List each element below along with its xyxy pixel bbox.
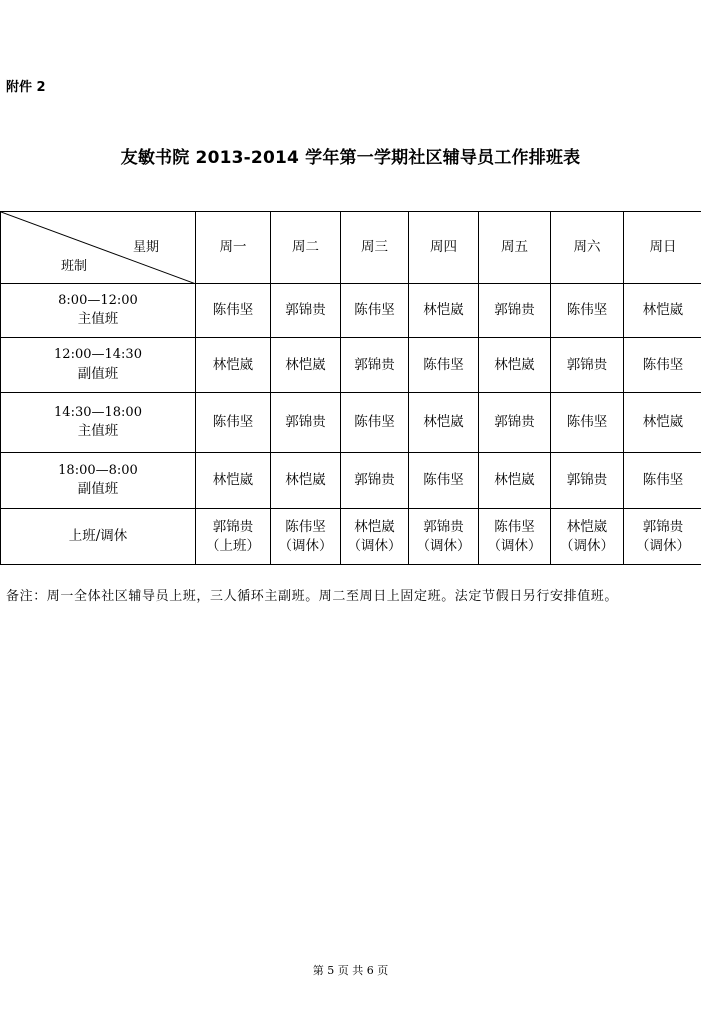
table-row [1, 393, 701, 453]
cell-name: 郭锦贵 [212, 518, 254, 535]
table-cell [409, 509, 479, 565]
table-cell: 郭锦贵 [551, 338, 624, 393]
attachment-label: 附件 2 [6, 80, 46, 95]
shift-name: 主值班 [77, 311, 119, 328]
shift-name: 副值班 [77, 481, 119, 498]
table-row [1, 509, 701, 565]
cell-note: （调休） [347, 537, 402, 554]
table-cell: 林恺崴 [271, 453, 341, 509]
corner-header-cell [1, 212, 196, 284]
table-cell [271, 509, 341, 565]
table-cell: 郭锦贵 [479, 284, 551, 338]
cell-name: 郭锦贵 [423, 518, 464, 535]
cell-note: （调休） [416, 537, 471, 554]
table-cell [624, 509, 701, 565]
table-cell: 郭锦贵 [271, 284, 341, 338]
shift-name: 副值班 [77, 365, 119, 382]
cell-name: 林恺崴 [566, 518, 608, 535]
cell-note: （调休） [560, 537, 614, 554]
shift-cell [1, 393, 196, 453]
table-row [1, 453, 701, 509]
corner-diagonal-line [1, 212, 196, 284]
table-cell: 郭锦贵 [479, 393, 551, 453]
table-cell: 林恺崴 [409, 284, 479, 338]
day-header-mon: 周一 [196, 212, 271, 284]
table-cell: 郭锦贵 [341, 338, 409, 393]
table-cell: 林恺崴 [479, 338, 551, 393]
shift-name: 主值班 [77, 423, 119, 440]
table-cell: 陈伟坚 [341, 393, 409, 453]
cell-note: （上班） [206, 537, 260, 554]
table-cell: 陈伟坚 [341, 284, 409, 338]
corner-shift-label: 班制 [61, 259, 88, 274]
shift-cell [1, 338, 196, 393]
page-footer: 第 5 页 共 6 页 [312, 964, 389, 977]
table-cell [341, 509, 409, 565]
page-title: 友敏书院 2013-2014 学年第一学期社区辅导员工作排班表 [120, 148, 581, 168]
table-cell [479, 509, 551, 565]
table-cell: 林恺崴 [409, 393, 479, 453]
table-cell [551, 509, 624, 565]
table-cell [196, 509, 271, 565]
schedule-table [0, 211, 701, 565]
shift-time: 12:00—14:30 [54, 347, 142, 363]
table-row [1, 284, 701, 338]
shift-time: 14:30—18:00 [54, 404, 142, 420]
day-header-wed: 周三 [341, 212, 409, 284]
shift-time: 18:00—8:00 [58, 462, 138, 478]
day-header-thu: 周四 [409, 212, 479, 284]
day-header-tue: 周二 [271, 212, 341, 284]
table-cell: 郭锦贵 [551, 453, 624, 509]
table-cell: 林恺崴 [479, 453, 551, 509]
table-cell: 林恺崴 [196, 453, 271, 509]
table-cell: 陈伟坚 [624, 338, 701, 393]
table-cell: 陈伟坚 [409, 338, 479, 393]
cell-name: 陈伟坚 [494, 518, 535, 535]
remark-note: 备注：周一全体社区辅导员上班，三人循环主副班。周二至周日上固定班。法定节假日另行安排值班。 [6, 589, 619, 604]
shift-cell [1, 453, 196, 509]
shift-cell [1, 284, 196, 338]
day-header-fri: 周五 [479, 212, 551, 284]
cell-name: 陈伟坚 [285, 518, 326, 535]
cell-name: 林恺崴 [354, 518, 395, 535]
table-cell: 陈伟坚 [551, 393, 624, 453]
table-cell: 林恺崴 [271, 338, 341, 393]
table-cell: 林恺崴 [624, 284, 701, 338]
day-header-sat: 周六 [551, 212, 624, 284]
table-row [1, 338, 701, 393]
cell-note: （调休） [278, 537, 333, 554]
shift-time: 8:00—12:00 [58, 292, 138, 308]
duty-label-cell: 上班/调休 [1, 509, 196, 565]
corner-week-label: 星期 [132, 240, 159, 255]
table-cell: 陈伟坚 [409, 453, 479, 509]
cell-note: （调休） [487, 537, 542, 554]
table-cell: 林恺崴 [624, 393, 701, 453]
day-header-sun: 周日 [624, 212, 701, 284]
cell-note: （调休） [636, 537, 690, 554]
table-cell: 林恺崴 [196, 338, 271, 393]
cell-name: 郭锦贵 [642, 518, 684, 535]
table-cell: 陈伟坚 [196, 284, 271, 338]
table-cell: 陈伟坚 [196, 393, 271, 453]
header-row [1, 212, 701, 284]
table-cell: 陈伟坚 [551, 284, 624, 338]
table-cell: 陈伟坚 [624, 453, 701, 509]
table-cell: 郭锦贵 [341, 453, 409, 509]
table-cell: 郭锦贵 [271, 393, 341, 453]
